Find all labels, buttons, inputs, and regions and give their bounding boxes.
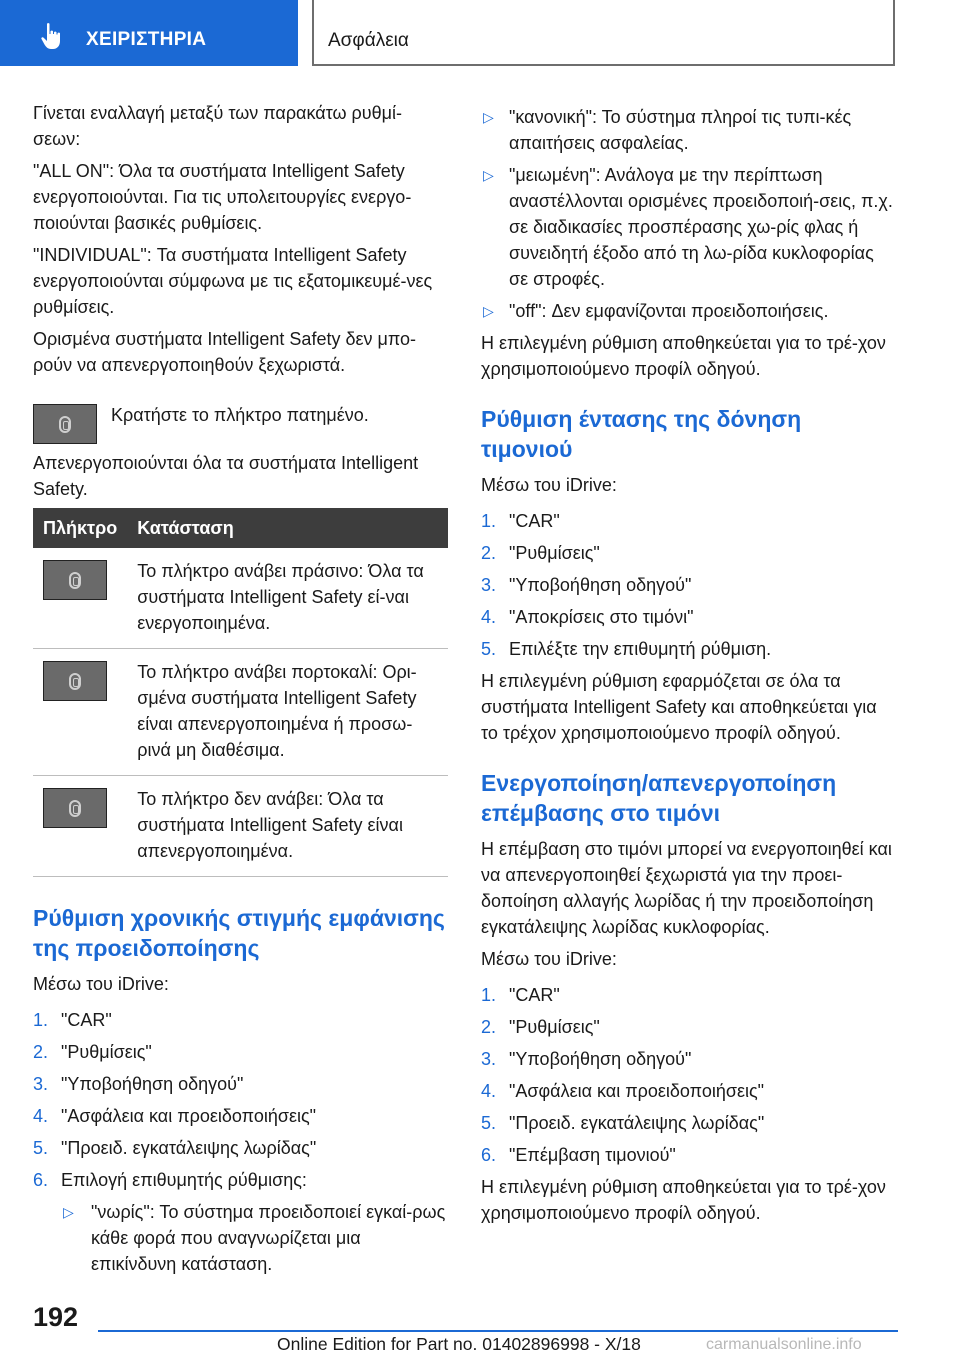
footer-divider (98, 1330, 898, 1332)
button-instruction-text (111, 402, 369, 434)
section-heading: Ενεργοποίηση/απενεργοποίηση επέμβασης στο τιμόνι (481, 770, 837, 826)
button-state-table (33, 508, 448, 877)
list-item: 6. Επιλογή επιθυμητής ρύθμισης: (33, 1170, 307, 1190)
section-title: Ασφάλεια (328, 30, 409, 51)
list-item: ▷ "μειωμένη": Ανάλογα με την περίπτωση αναστέλλονται ορισμένες προειδοποιή‐σεις, π.χ. σε διαδικασίες προσπέρασης χω‐ρίς φλας ή συνειδητή έξοδο από τη λω‐ρίδα κυκλοφορίας σε στροφές. (481, 162, 896, 292)
intelligent-safety-button-icon (43, 560, 107, 600)
watermark: carmanualsonline.info (706, 1336, 862, 1353)
paragraph: Η επιλεγμένη ρύθμιση αποθηκεύεται για το τρέ‐χον χρησιμοποιούμενο προφίλ οδηγού. (481, 1177, 886, 1223)
footer-edition: Online Edition for Part no. 01402896998 - X/18 (277, 1334, 641, 1354)
paragraph: Ορισμένα συστήματα Intelligent Safety δεν μπο‐ρούν να απενεργοποιηθούν ξεχωριστά. (33, 329, 417, 375)
paragraph: Μέσω του iDrive: (481, 949, 617, 969)
table-row (33, 548, 448, 649)
list-item: 5. Επιλέξτε την επιθυμητή ρύθμιση. (481, 639, 772, 659)
list-item: 2. "Ρυθμίσεις" (481, 1017, 600, 1037)
hand-pointer-icon (40, 22, 66, 50)
left-column (33, 100, 448, 1283)
intelligent-safety-button-icon (43, 661, 107, 701)
table-row (33, 776, 448, 877)
steps-list (481, 508, 896, 662)
list-item: ▷ "νωρίς": Το σύστημα προειδοποιεί εγκαί‐ρως κάθε φορά που αναγνωρίζεται μια επικίνδυνη κατάσταση. (33, 1199, 448, 1277)
paragraph: "INDIVIDUAL": Τα συστήματα Intelligent Safety ενεργοποιούνται σύμφωνα με τις εξατομικευμέ‐νες ρυθμίσεις. (33, 245, 433, 317)
table-cell: Το πλήκτρο ανάβει πράσινο: Όλα τα συστήματα Intelligent Safety εί‐ναι ενεργοποιημένα. (127, 548, 448, 649)
table-row (33, 649, 448, 776)
page-number: 192 (33, 1302, 79, 1332)
list-item: 6. "Επέμβαση τιμονιού" (481, 1145, 676, 1165)
options-list (33, 1199, 448, 1277)
triangle-right-icon: ▷ (63, 1204, 74, 1220)
list-item: 4. "Ασφάλεια και προειδοποιήσεις" (481, 1081, 765, 1101)
list-item: 3. "Υποβοήθηση οδηγού" (481, 1049, 692, 1069)
table-header-cell: Πλήκτρο (33, 508, 127, 548)
intelligent-safety-button-icon (43, 788, 107, 828)
right-column (481, 100, 896, 1232)
section-heading: Ρύθμιση έντασης της δόνηση τιμονιού (481, 406, 802, 462)
chapter-title: ΧΕΙΡΙΣΤΗΡΙΑ (86, 29, 207, 50)
list-item: 2. "Ρυθμίσεις" (33, 1042, 152, 1062)
table-cell: Το πλήκτρο ανάβει πορτοκαλί: Ορι‐σμένα συστήματα Intelligent Safety είναι απενεργοποιημένα ή προσω‐ρινά μη διαθέσιμα. (127, 649, 448, 776)
steps-list (33, 1007, 448, 1193)
triangle-right-icon: ▷ (483, 303, 494, 319)
triangle-right-icon: ▷ (483, 167, 494, 183)
paragraph: Μέσω του iDrive: (481, 475, 617, 495)
paragraph: Η επέμβαση στο τιμόνι μπορεί να ενεργοποιηθεί και να απενεργοποιηθεί ξεχωριστά για την προει‐δοποίηση αλλαγής λωρίδας ή την προειδοποίηση εγκατάλειψης λωρίδας κυκλοφορίας. (481, 839, 892, 937)
list-item: 3. "Υποβοήθηση οδηγού" (33, 1074, 244, 1094)
list-item: 5. "Προειδ. εγκατάλειψης λωρίδας" (33, 1138, 317, 1158)
triangle-right-icon: ▷ (483, 109, 494, 125)
section-header (312, 0, 895, 66)
paragraph: Απενεργοποιούνται όλα τα συστήματα Intelligent Safety. (33, 453, 419, 499)
steps-list (481, 982, 896, 1168)
options-list (481, 104, 896, 324)
intelligent-safety-button-icon (33, 404, 97, 444)
table-header-cell: Κατάσταση (127, 508, 448, 548)
paragraph: Η επιλεγμένη ρύθμιση αποθηκεύεται για το τρέ‐χον χρησιμοποιούμενο προφίλ οδηγού. (481, 333, 886, 379)
list-item: ▷ "κανονική": Το σύστημα πληροί τις τυπι‐κές απαιτήσεις ασφαλείας. (481, 104, 896, 156)
paragraph: Κρατήστε το πλήκτρο πατημένο. (111, 405, 369, 425)
table-cell: Το πλήκτρο δεν ανάβει: Όλα τα συστήματα Intelligent Safety είναι απενεργοποιημένα. (127, 776, 448, 877)
chapter-tab (0, 0, 298, 66)
list-item: 1. "CAR" (481, 985, 560, 1005)
page-header (0, 0, 960, 66)
list-item: 2. "Ρυθμίσεις" (481, 543, 600, 563)
button-instruction (33, 402, 448, 444)
section-heading: Ρύθμιση χρονικής στιγμής εμφάνισης της προειδοποίησης (33, 905, 445, 961)
list-item: 4. "Ασφάλεια και προειδοποιήσεις" (33, 1106, 317, 1126)
paragraph: Η επιλεγμένη ρύθμιση εφαρμόζεται σε όλα τα συστήματα Intelligent Safety και αποθηκεύεται για το τρέχον χρησιμοποιούμενο προφίλ οδηγού. (481, 671, 877, 743)
paragraph: "ALL ON": Όλα τα συστήματα Intelligent Safety ενεργοποιούνται. Για τις υπολειτουργίες ενεργο‐ποιούνται βασικές ρυθμίσεις. (33, 161, 412, 233)
paragraph: Μέσω του iDrive: (33, 974, 169, 994)
list-item: 1. "CAR" (33, 1010, 112, 1030)
list-item: 4. "Αποκρίσεις στο τιμόνι" (481, 607, 694, 627)
list-item: 3. "Υποβοήθηση οδηγού" (481, 575, 692, 595)
table-header-row (33, 508, 448, 548)
list-item: 5. "Προειδ. εγκατάλειψης λωρίδας" (481, 1113, 765, 1133)
list-item: ▷ "off": Δεν εμφανίζονται προειδοποιήσεις. (481, 298, 896, 324)
paragraph: Γίνεται εναλλαγή μεταξύ των παρακάτω ρυθμί‐σεων: (33, 103, 403, 149)
list-item: 1. "CAR" (481, 511, 560, 531)
